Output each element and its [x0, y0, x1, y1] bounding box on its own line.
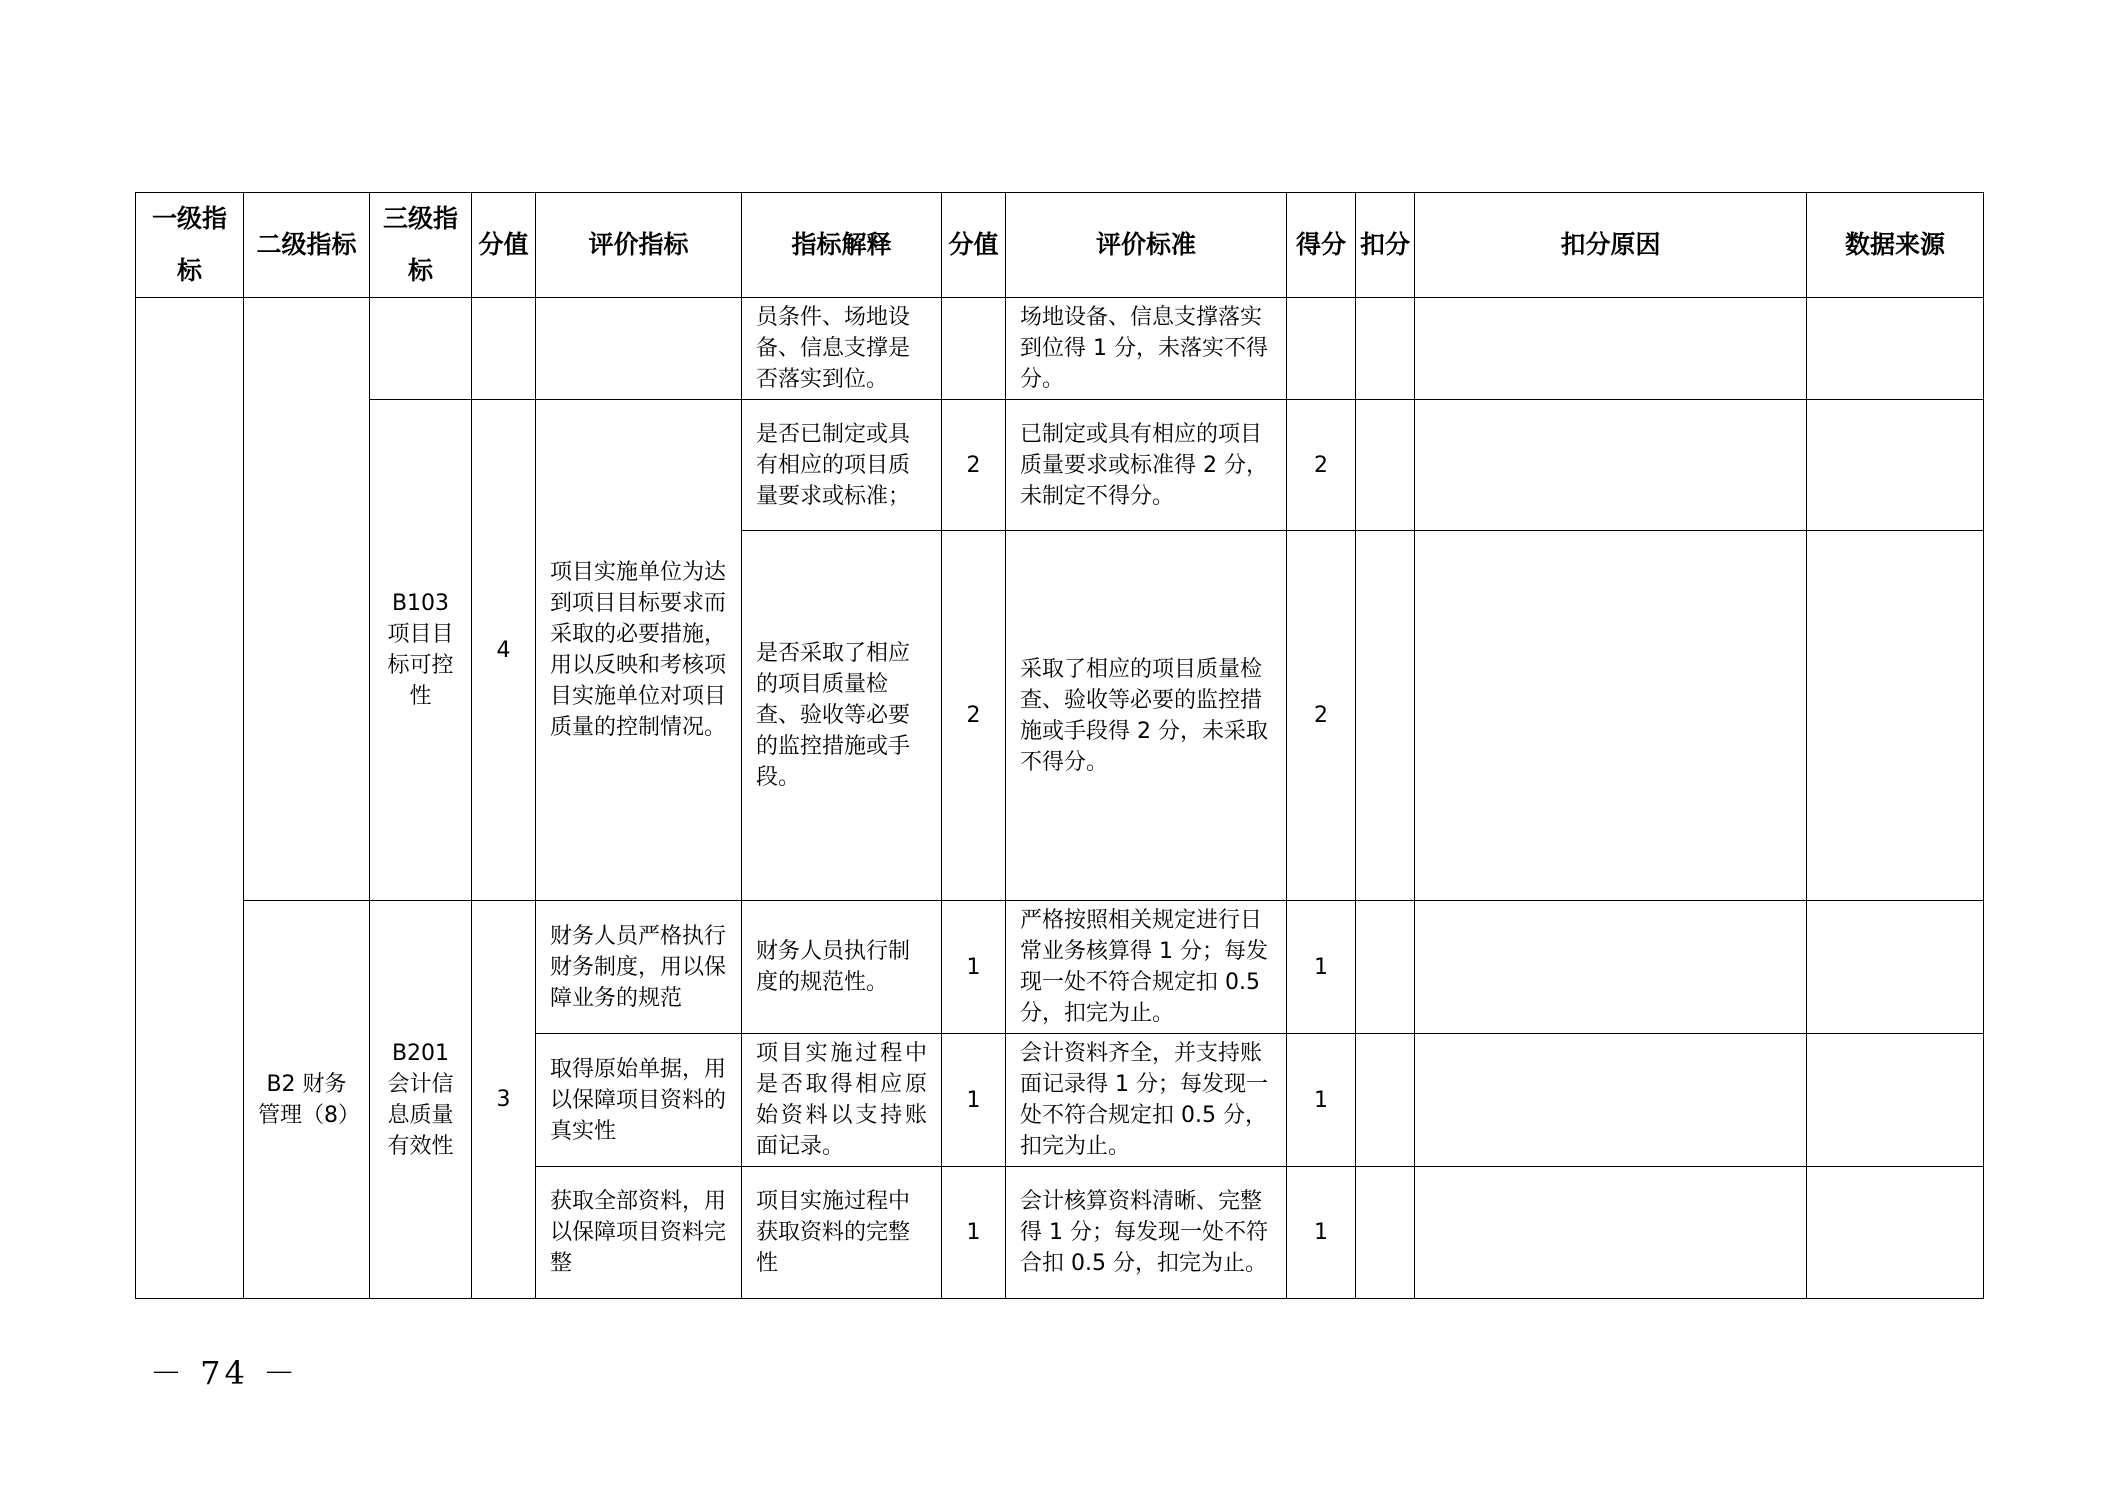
header-score: 分值: [472, 193, 536, 298]
table-row: [136, 298, 1984, 400]
cell-got: 1: [1287, 1167, 1356, 1299]
header-deduct: 扣分: [1356, 193, 1415, 298]
cell-standard: 已制定或具有相应的项目质量要求或标准得 2 分，未制定不得分。: [1006, 400, 1287, 531]
header-level2: 二级指标: [244, 193, 370, 298]
cell-deduct: [1356, 1167, 1415, 1299]
cell-explain: 项目实施过程中是否取得相应原始资料以支持账面记录。: [742, 1034, 942, 1167]
cell-deduct: [1356, 531, 1415, 901]
cell-reason: [1415, 1167, 1807, 1299]
page-number: － 74 －: [150, 1354, 300, 1392]
cell-level3: B103项目目标可控性: [370, 400, 472, 901]
cell-reason: [1415, 901, 1807, 1034]
cell-reason: [1415, 1034, 1807, 1167]
header-level3: 三级指标: [370, 193, 472, 298]
cell-level3: [370, 298, 472, 400]
cell-source: [1807, 298, 1984, 400]
cell-reason: [1415, 298, 1807, 400]
header-got: 得分: [1287, 193, 1356, 298]
cell-indicator: [536, 298, 742, 400]
cell-source: [1807, 901, 1984, 1034]
cell-standard: 场地设备、信息支撑落实到位得 1 分，未落实不得分。: [1006, 298, 1287, 400]
cell-standard: 采取了相应的项目质量检查、验收等必要的监控措施或手段得 2 分，未采取不得分。: [1006, 531, 1287, 901]
cell-got: [1287, 298, 1356, 400]
cell-level2: B2 财务管理（8）: [244, 901, 370, 1299]
cell-deduct: [1356, 298, 1415, 400]
cell-level3: B201会计信息质量有效性: [370, 901, 472, 1299]
cell-reason: [1415, 531, 1807, 901]
cell-standard: 严格按照相关规定进行日常业务核算得 1 分；每发现一处不符合规定扣 0.5 分，扣完为止。: [1006, 901, 1287, 1034]
cell-reason: [1415, 400, 1807, 531]
cell-score-2: 2: [942, 531, 1006, 901]
cell-got: 2: [1287, 531, 1356, 901]
table-row: [136, 901, 1984, 1034]
cell-indicator: 取得原始单据，用以保障项目资料的真实性: [536, 1034, 742, 1167]
header-score-2: 分值: [942, 193, 1006, 298]
cell-explain: 财务人员执行制度的规范性。: [742, 901, 942, 1034]
cell-score-2: 1: [942, 1034, 1006, 1167]
cell-source: [1807, 400, 1984, 531]
cell-got: 1: [1287, 1034, 1356, 1167]
cell-score-2: [942, 298, 1006, 400]
cell-source: [1807, 1167, 1984, 1299]
header-level1: 一级指标: [136, 193, 244, 298]
cell-indicator: 财务人员严格执行财务制度，用以保障业务的规范: [536, 901, 742, 1034]
cell-score: [472, 298, 536, 400]
cell-explain: 员条件、场地设备、信息支撑是否落实到位。: [742, 298, 942, 400]
cell-score: 4: [472, 400, 536, 901]
header-explain: 指标解释: [742, 193, 942, 298]
evaluation-table: [135, 192, 1984, 1299]
cell-indicator: 项目实施单位为达到项目目标要求而采取的必要措施，用以反映和考核项目实施单位对项目质量的控制情况。: [536, 400, 742, 901]
header-row: [136, 193, 1984, 298]
cell-score-2: 2: [942, 400, 1006, 531]
cell-indicator: 获取全部资料，用以保障项目资料完整: [536, 1167, 742, 1299]
cell-explain: 是否已制定或具有相应的项目质量要求或标准；: [742, 400, 942, 531]
cell-deduct: [1356, 400, 1415, 531]
table-row: [136, 400, 1984, 531]
cell-level1: [136, 298, 244, 1299]
cell-got: 1: [1287, 901, 1356, 1034]
cell-explain: 是否采取了相应的项目质量检查、验收等必要的监控措施或手段。: [742, 531, 942, 901]
cell-explain: 项目实施过程中获取资料的完整性: [742, 1167, 942, 1299]
header-indicator: 评价指标: [536, 193, 742, 298]
cell-score-2: 1: [942, 901, 1006, 1034]
cell-score-2: 1: [942, 1167, 1006, 1299]
header-source: 数据来源: [1807, 193, 1984, 298]
cell-source: [1807, 531, 1984, 901]
cell-level2: [244, 298, 370, 901]
cell-standard: 会计核算资料清晰、完整得 1 分；每发现一处不符合扣 0.5 分，扣完为止。: [1006, 1167, 1287, 1299]
cell-deduct: [1356, 1034, 1415, 1167]
cell-got: 2: [1287, 400, 1356, 531]
header-reason: 扣分原因: [1415, 193, 1807, 298]
cell-score: 3: [472, 901, 536, 1299]
header-standard: 评价标准: [1006, 193, 1287, 298]
cell-standard: 会计资料齐全，并支持账面记录得 1 分；每发现一处不符合规定扣 0.5 分，扣完为止。: [1006, 1034, 1287, 1167]
cell-source: [1807, 1034, 1984, 1167]
cell-deduct: [1356, 901, 1415, 1034]
